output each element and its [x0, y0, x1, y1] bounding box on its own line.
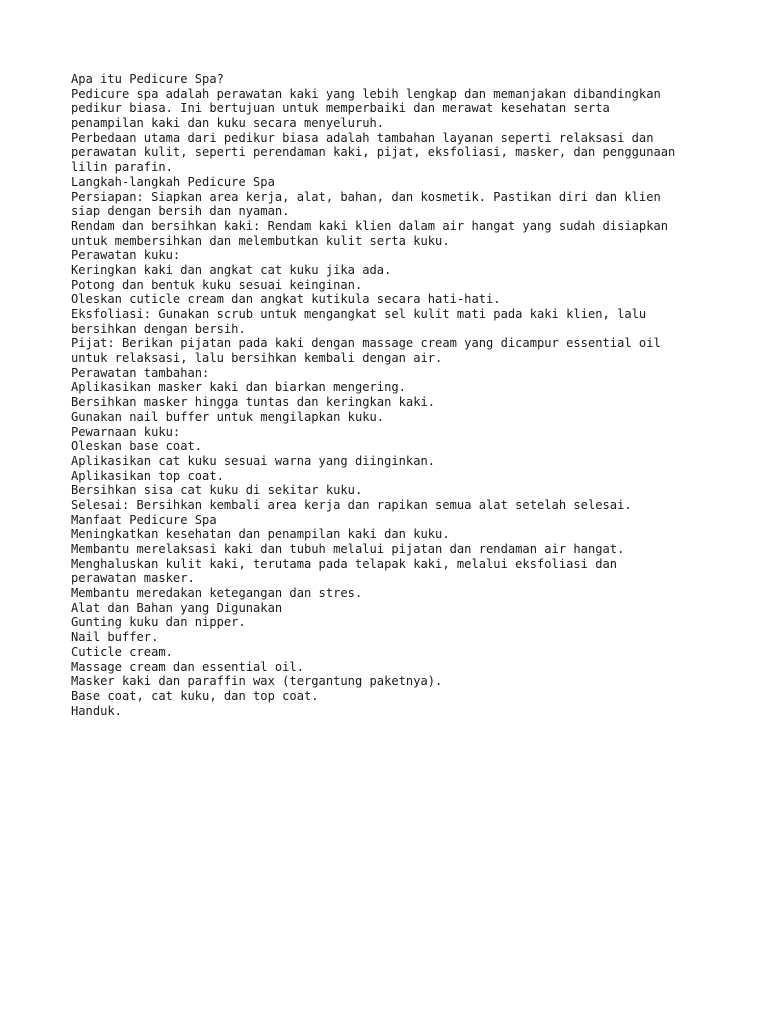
text-line: Manfaat Pedicure Spa: [71, 512, 217, 527]
text-line: Aplikasikan masker kaki dan biarkan mengering.: [71, 380, 406, 395]
text-line: perawatan masker.: [71, 571, 195, 586]
text-line: Meningkatkan kesehatan dan penampilan kaki dan kuku.: [71, 527, 450, 542]
text-line: Membantu merelaksasi kaki dan tubuh melalui pijatan dan rendaman air hangat.: [71, 542, 625, 556]
text-line: Oleskan cuticle cream dan angkat kutikula secara hati-hati.: [71, 292, 501, 307]
text-line: Keringkan kaki dan angkat cat kuku jika ada.: [71, 262, 392, 277]
text-line: penampilan kaki dan kuku secara menyeluruh.: [71, 116, 385, 131]
text-line: Base coat, cat kuku, dan top coat.: [71, 688, 319, 703]
text-line: Apa itu Pedicure Spa?: [71, 72, 224, 86]
text-line: Handuk.: [71, 703, 122, 718]
text-line: Selesai: Bersihkan kembali area kerja dan rapikan semua alat setelah selesai.: [71, 497, 632, 512]
text-line: Alat dan Bahan yang Digunakan: [71, 600, 283, 615]
text-line: Pewarnaan kuku:: [71, 424, 181, 439]
text-line: Potong dan bentuk kuku sesuai keinginan.: [71, 277, 363, 292]
text-line: perawatan kulit, seperti perendaman kaki, pijat, eksfoliasi, masker, dan penggunaan: [71, 145, 676, 160]
text-line: Aplikasikan cat kuku sesuai warna yang diinginkan.: [71, 453, 436, 468]
text-line: lilin parafin.: [71, 160, 173, 175]
text-line: Membantu meredakan ketegangan dan stres.: [71, 586, 363, 601]
text-line: Massage cream dan essential oil.: [71, 659, 304, 674]
text-line: Cuticle cream.: [71, 644, 173, 659]
text-line: Gunakan nail buffer untuk mengilapkan kuku.: [71, 409, 385, 424]
text-line: Perawatan tambahan:: [71, 365, 210, 380]
text-line: Masker kaki dan paraffin wax (tergantung paketnya).: [71, 674, 443, 689]
text-line: untuk membersihkan dan melembutkan kulit serta kuku.: [71, 233, 450, 248]
text-line: Gunting kuku dan nipper.: [71, 615, 246, 630]
text-line: bersihkan dengan bersih.: [71, 321, 246, 336]
text-line: Oleskan base coat.: [71, 439, 203, 454]
text-line: Eksfoliasi: Gunakan scrub untuk mengangkat sel kulit mati pada kaki klien, lalu: [71, 307, 647, 321]
document-text-body: [71, 72, 731, 718]
text-line: Bersihkan sisa cat kuku di sekitar kuku.: [71, 483, 363, 498]
text-line: Perawatan kuku:: [71, 248, 181, 263]
text-line: Menghaluskan kulit kaki, terutama pada telapak kaki, melalui eksfoliasi dan: [71, 556, 618, 571]
text-line: Langkah-langkah Pedicure Spa: [71, 174, 275, 189]
text-line: pedikur biasa. Ini bertujuan untuk memperbaiki dan merawat kesehatan serta: [71, 101, 610, 116]
text-line: Nail buffer.: [71, 630, 159, 645]
text-line: untuk relaksasi, lalu bersihkan kembali dengan air.: [71, 351, 443, 366]
text-line: Bersihkan masker hingga tuntas dan keringkan kaki.: [71, 395, 436, 410]
text-line: Pijat: Berikan pijatan pada kaki dengan massage cream yang dicampur essential oil: [71, 336, 661, 351]
text-line: Rendam dan bersihkan kaki: Rendam kaki klien dalam air hangat yang sudah disiapkan: [71, 218, 669, 233]
text-line: Perbedaan utama dari pedikur biasa adalah tambahan layanan seperti relaksasi dan: [71, 130, 654, 145]
text-line: Aplikasikan top coat.: [71, 468, 224, 483]
text-line: Pedicure spa adalah perawatan kaki yang lebih lengkap dan memanjakan dibandingkan: [71, 86, 661, 101]
text-line: Persiapan: Siapkan area kerja, alat, bahan, dan kosmetik. Pastikan diri dan klien: [71, 189, 661, 204]
text-line: siap dengan bersih dan nyaman.: [71, 204, 290, 219]
